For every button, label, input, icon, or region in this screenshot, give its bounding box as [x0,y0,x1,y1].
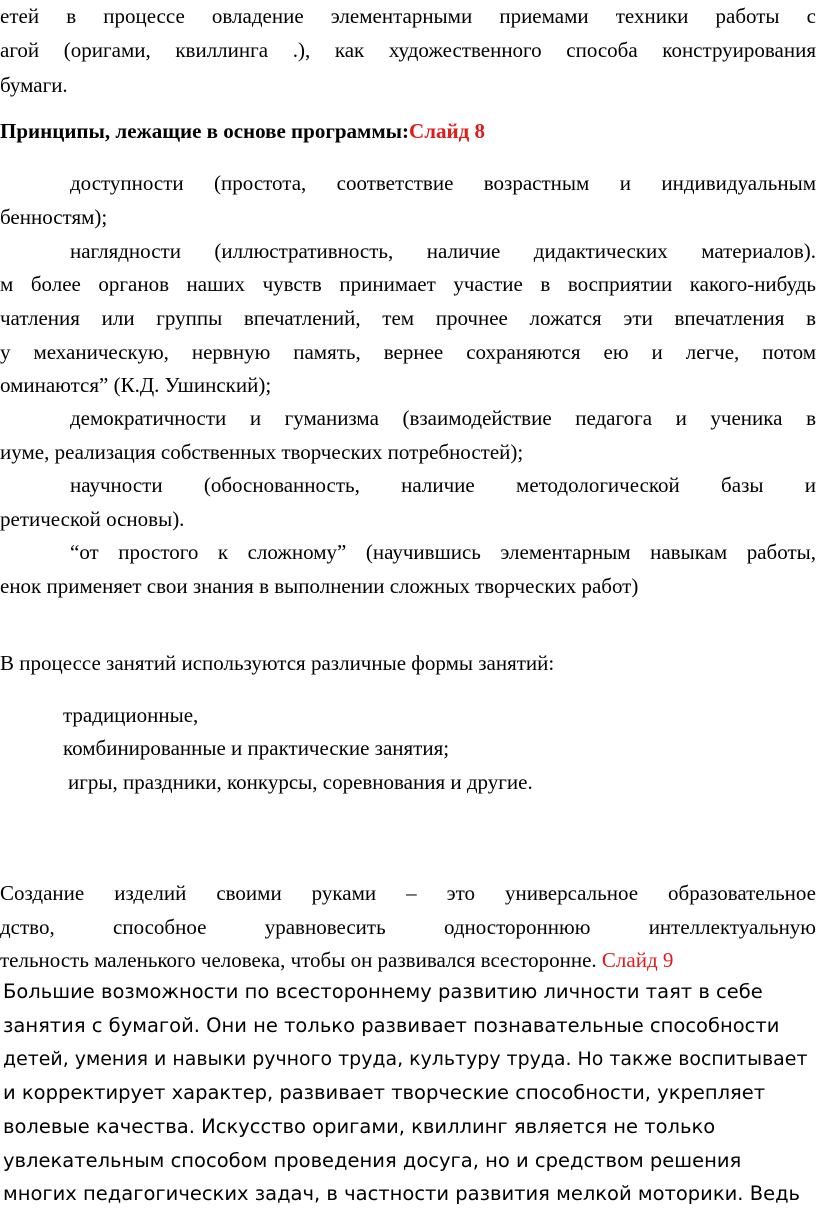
paragraph-line: многих педагогических задач, в частности развития мелкой моторики. Ведь [3,1182,801,1205]
paragraph-line: етей в процессе овладение элементарными приемами техники работы с [0,4,816,28]
paragraph-line: детей, умения и навыки ручного труда, культуру труда. Но также воспитывает [3,1048,808,1070]
slide-8-label: Слайд 8 [409,119,485,143]
paragraph-line: у механическую, нервную память, вернее сохраняются ею и легче, потом [0,340,816,364]
principle-item: научности (обоснованность, наличие методологической базы и [70,473,816,497]
heading-text: Принципы, лежащие в основе программы: [0,119,410,143]
paragraph-line: Создание изделий своими руками – это универсальное образовательное [0,881,816,905]
form-item: комбинированные и практические занятия; [63,736,450,760]
paragraph-line: енок применяет свои знания в выполнении сложных творческих работ) [0,574,639,598]
paragraph-line: занятия с бумагой. Они не только развивает познавательные способности [3,1014,780,1037]
paragraph-line: чатления или группы впечатлений, тем прочнее ложатся эти впечатления в [0,306,816,330]
paragraph-line: и корректирует характер, развивает творческие способности, укрепляет [3,1081,766,1104]
slide-9-label: Слайд 9 [601,948,674,972]
paragraph-line: бумаги. [0,73,68,97]
form-item: игры, праздники, конкурсы, соревнования и другие. [68,770,533,794]
paragraph-line: м более органов наших чувств принимает участие в восприятии какого-нибудь [0,272,816,296]
paragraph-text: тельность маленького человека, чтобы он развивался всесторонне. [0,948,597,972]
principle-item: “от простого к сложному” (научившись элементарным навыкам работы, [70,540,816,564]
principle-item: доступности (простота, соответствие возрастным и индивидуальным [70,171,816,195]
form-item: традиционные, [63,703,199,727]
paragraph-line: дство, способное уравновесить одностороннюю интеллектуальную [0,915,816,939]
paragraph-line: оминаются” (К.Д. Ушинский); [0,373,272,397]
principles-heading [0,118,485,144]
paragraph-line: иуме, реализация собственных творческих потребностей); [0,440,524,464]
principle-item: демократичности и гуманизма (взаимодействие педагога и ученика в [70,406,816,430]
paragraph-line: бенностям); [0,205,108,229]
paragraph-line: Большие возможности по всестороннему развитию личности таят в себе [3,980,763,1003]
principle-item: наглядности (иллюстративность, наличие дидактических материалов). [70,239,816,263]
forms-intro: В процессе занятий используются различные формы занятий: [0,651,555,675]
paragraph-line [0,947,673,973]
paragraph-line: агой (оригами, квиллинга .), как художественного способа конструирования [0,38,816,62]
paragraph-line: волевые качества. Искусство оригами, квиллинг является не только [3,1115,716,1138]
paragraph-line: увлекательным способом проведения досуга, но и средством решения [3,1149,742,1172]
paragraph-line: ретической основы). [0,507,185,531]
